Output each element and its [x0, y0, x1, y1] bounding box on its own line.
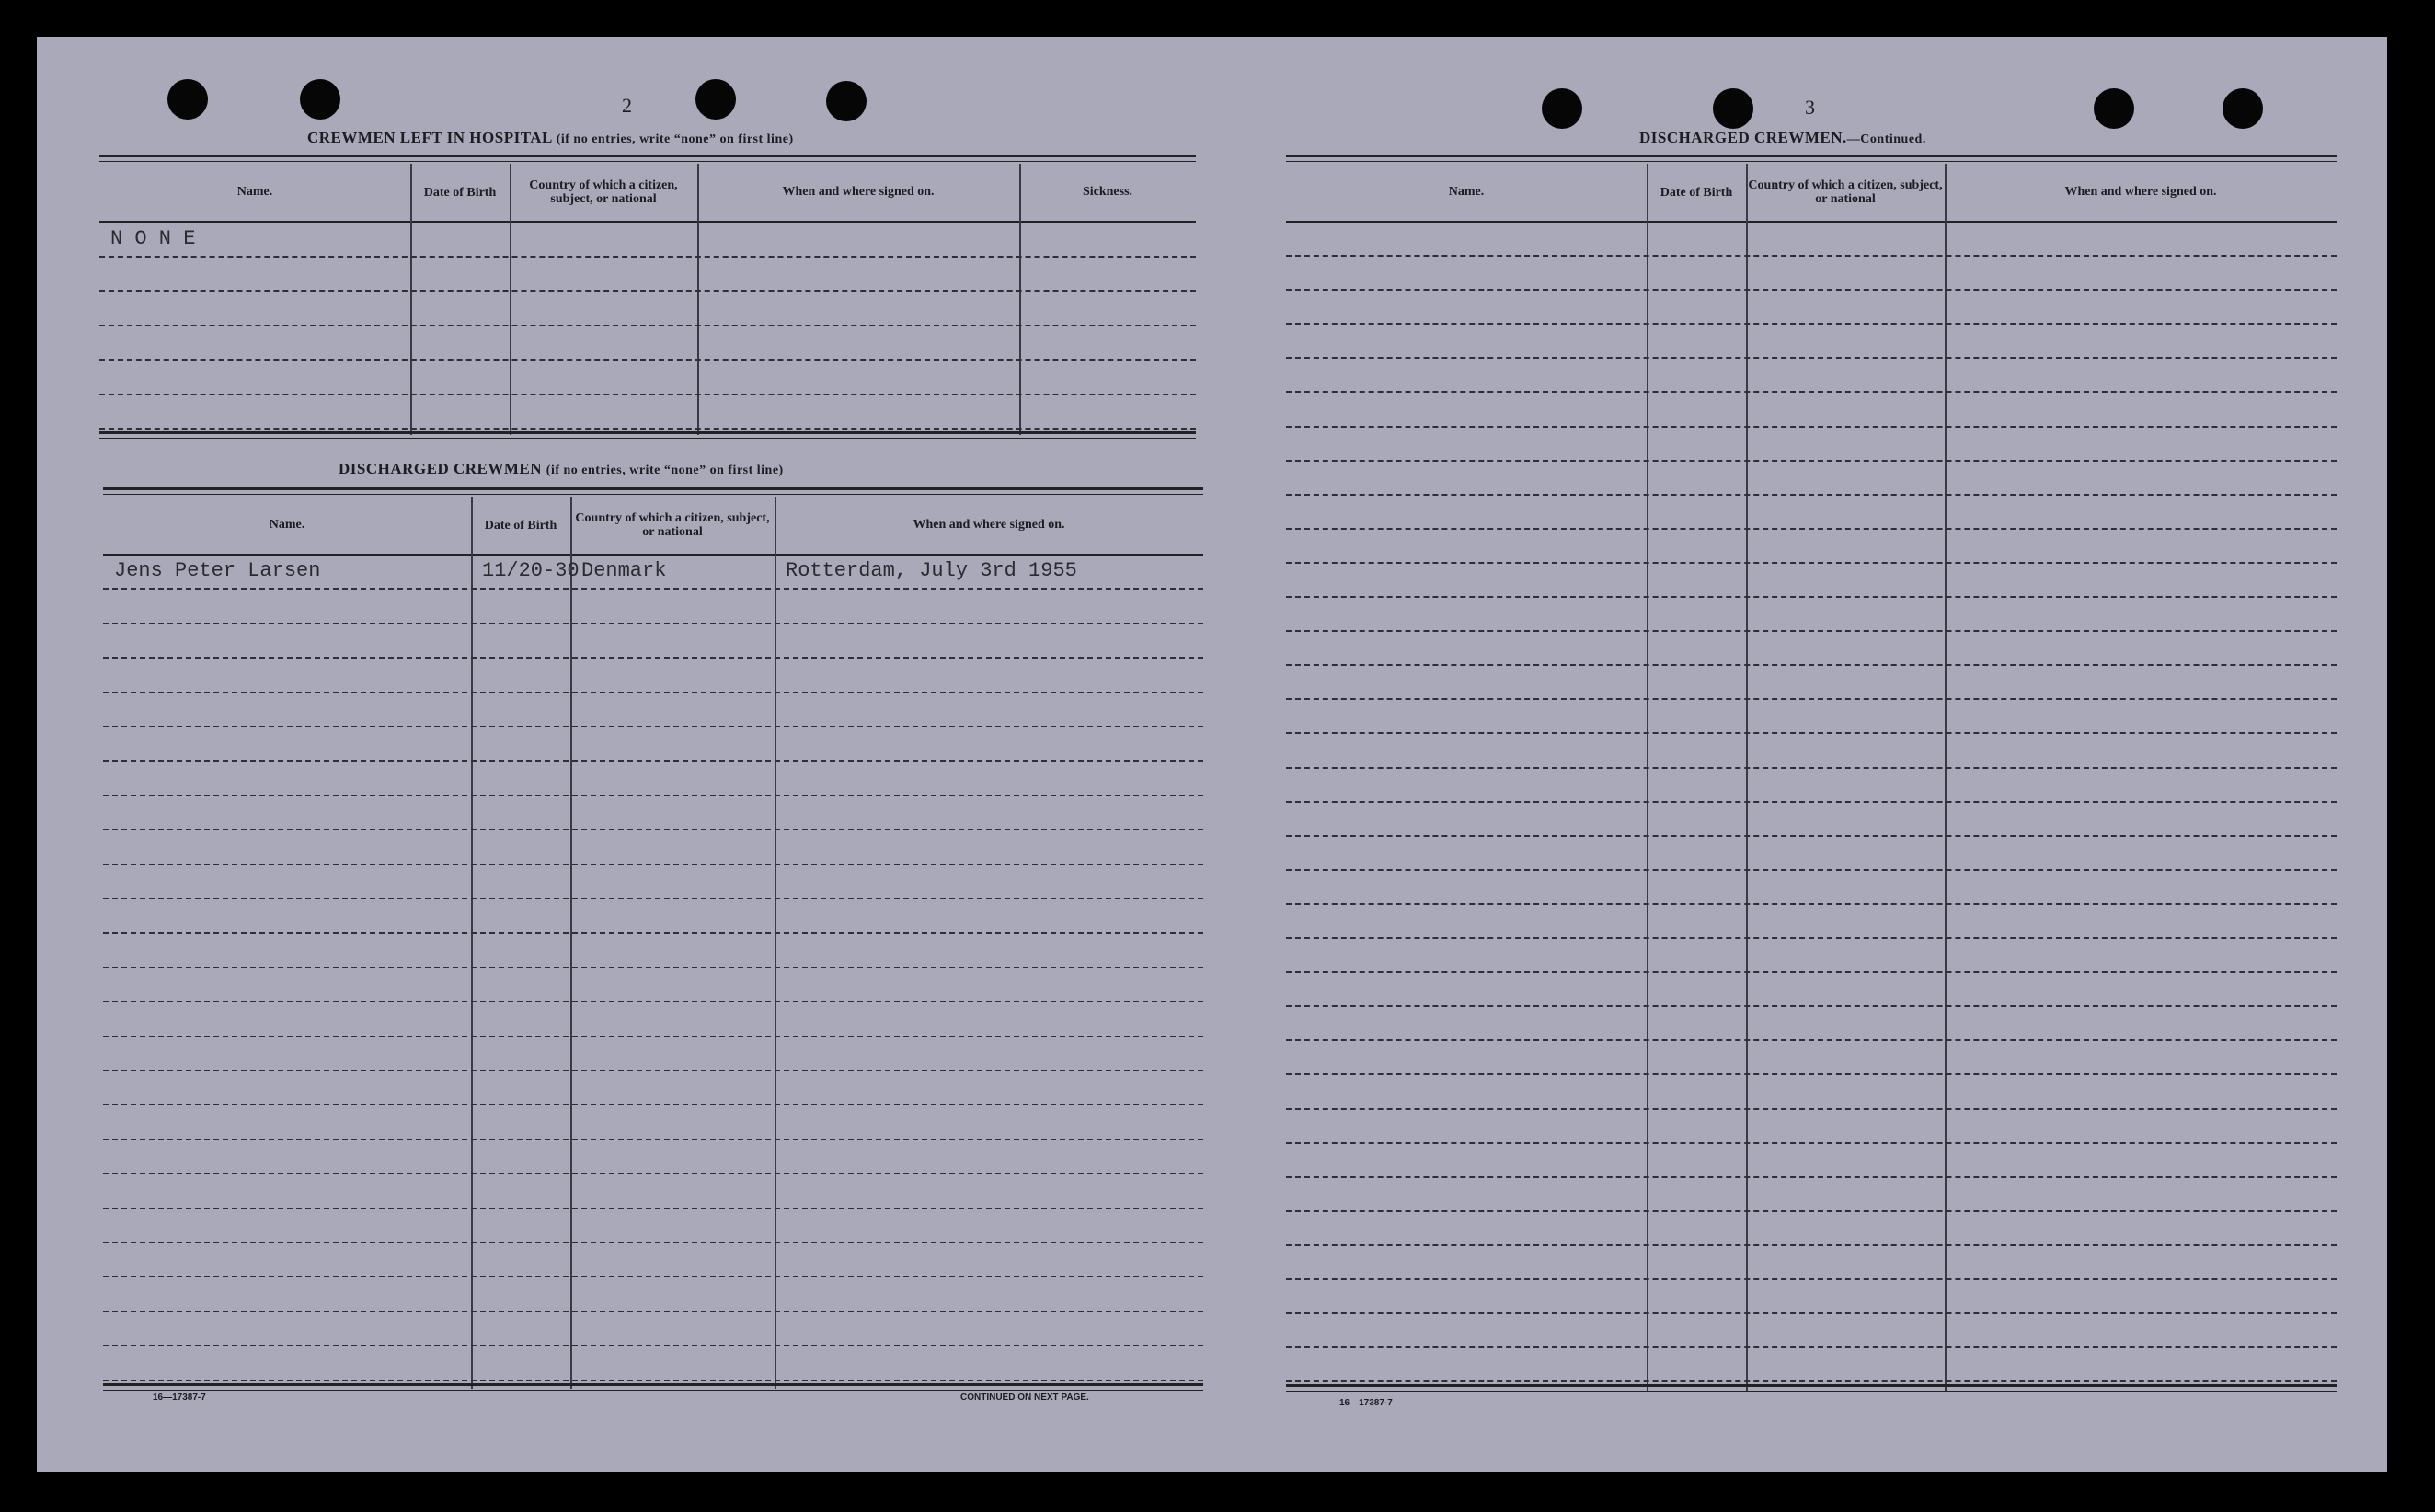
table-row: [103, 659, 1203, 693]
table-row: [1286, 769, 2337, 803]
cell-dob: 11/20-30: [482, 559, 580, 583]
hospital-title-note: (if no entries, write “none” on first line): [556, 132, 794, 146]
table-row: [1286, 1246, 2337, 1280]
discharged-rows: [103, 556, 1203, 1381]
table-row: [1286, 257, 2337, 291]
discharged-title: DISCHARGED CREWMEN: [339, 460, 543, 477]
punch-hole: [167, 79, 208, 120]
table-row: [99, 361, 1196, 395]
table-row: [1286, 1076, 2337, 1110]
table-row: [99, 326, 1196, 361]
table-row: [1286, 837, 2337, 871]
table-row: [103, 590, 1203, 624]
continued-note: CONTINUED ON NEXT PAGE.: [960, 1392, 1089, 1403]
form-number: 16—17387-7: [1339, 1398, 1393, 1408]
table-row: [1286, 939, 2337, 973]
column-header-name: Name.: [236, 185, 273, 199]
hospital-rows: [99, 223, 1196, 431]
hospital-table-header: [99, 164, 1196, 223]
table-row: [103, 830, 1203, 865]
table-row: [99, 292, 1196, 326]
table-row: [103, 624, 1203, 659]
discharged-section-title: [339, 460, 784, 478]
table-row: [1286, 700, 2337, 734]
table-row: [1286, 1280, 2337, 1314]
table-row: [103, 556, 1203, 590]
column-header-country: Country of which a citizen, subject, or national: [575, 511, 770, 539]
table-row: [1286, 871, 2337, 905]
table-row: [103, 899, 1203, 934]
table-row: [1286, 905, 2337, 939]
table-row: [1286, 359, 2337, 393]
table-row: [1286, 462, 2337, 496]
table-row: [103, 968, 1203, 1002]
punch-hole: [1542, 88, 1582, 129]
table-row: [1286, 325, 2337, 359]
table-row: [103, 762, 1203, 796]
discharged-table-header: [103, 497, 1203, 556]
punch-hole: [826, 81, 867, 121]
table-row: [1286, 291, 2337, 325]
punch-hole: [300, 79, 340, 120]
column-header-signed-on: When and where signed on.: [2064, 185, 2217, 199]
table-row: [103, 1174, 1203, 1208]
hospital-section-title: [307, 129, 794, 147]
table-row: [103, 1071, 1203, 1105]
table-row: [1286, 803, 2337, 837]
page-number: 3: [1805, 96, 1815, 119]
column-header-dob: Date of Birth: [484, 518, 557, 533]
table-row: [1286, 973, 2337, 1007]
table-row: [103, 1140, 1203, 1174]
column-header-name: Name.: [1448, 185, 1485, 199]
punch-hole: [2223, 88, 2263, 129]
column-header-signed-on: When and where signed on.: [913, 518, 1065, 532]
table-row: [1286, 1314, 2337, 1348]
column-header-country: Country of which a citizen, subject, or national: [1748, 178, 1943, 206]
table-row: [1286, 496, 2337, 530]
hospital-table: [99, 155, 1196, 435]
table-row: [103, 934, 1203, 968]
table-row: [103, 1209, 1203, 1243]
right-title: DISCHARGED CREWMEN.: [1639, 129, 1847, 146]
table-row: [1286, 530, 2337, 564]
punch-hole: [695, 79, 736, 120]
hospital-title: CREWMEN LEFT IN HOSPITAL: [307, 129, 552, 146]
discharged-table: [103, 487, 1203, 1389]
table-row: [1286, 223, 2337, 257]
right-rows: [1286, 223, 2337, 1383]
table-row: [1286, 1041, 2337, 1075]
table-row: [1286, 598, 2337, 632]
column-header-dob: Date of Birth: [1660, 185, 1733, 200]
table-row: [103, 1002, 1203, 1037]
table-row: [1286, 564, 2337, 598]
discharged-title-note: (if no entries, write “none” on first line): [546, 464, 784, 477]
table-row: [1286, 1110, 2337, 1144]
table-row: [103, 693, 1203, 727]
discharged-continued-table: [1286, 155, 2337, 1392]
table-row: [103, 727, 1203, 762]
table-row: [1286, 1144, 2337, 1178]
table-row: [103, 1277, 1203, 1312]
table-row: [99, 223, 1196, 258]
punch-hole: [2094, 88, 2134, 129]
cell-name: N O N E: [110, 226, 196, 250]
column-header-sickness: Sickness.: [1082, 185, 1133, 199]
table-row: [103, 865, 1203, 899]
table-row: [103, 1346, 1203, 1380]
table-row: [99, 258, 1196, 292]
table-row: [1286, 735, 2337, 769]
table-row: [103, 796, 1203, 830]
table-row: [1286, 1007, 2337, 1041]
table-row: [1286, 1212, 2337, 1246]
table-row: [103, 1037, 1203, 1071]
document-paper: [37, 37, 2387, 1472]
table-row: [99, 395, 1196, 430]
page-number: 2: [622, 94, 632, 117]
table-row: [103, 1243, 1203, 1277]
table-row: [103, 1312, 1203, 1346]
cell-name: Jens Peter Larsen: [114, 559, 321, 583]
column-header-signed-on: When and where signed on.: [782, 185, 935, 199]
table-row: [1286, 632, 2337, 666]
column-header-country: Country of which a citizen, subject, or national: [529, 178, 678, 206]
cell-country: Denmark: [581, 559, 667, 583]
table-row: [1286, 1348, 2337, 1382]
table-row: [1286, 394, 2337, 428]
column-header-dob: Date of Birth: [423, 185, 497, 200]
right-table-header: [1286, 164, 2337, 223]
right-section-title: [1639, 129, 1926, 147]
table-row: [1286, 428, 2337, 462]
column-header-name: Name.: [269, 518, 305, 532]
punch-hole: [1713, 88, 1753, 129]
table-row: [1286, 666, 2337, 700]
right-title-suffix: —Continued.: [1846, 132, 1926, 146]
table-row: [103, 1105, 1203, 1140]
table-row: [1286, 1178, 2337, 1212]
form-number: 16—17387-7: [153, 1392, 206, 1403]
cell-signed-on: Rotterdam, July 3rd 1955: [786, 559, 1077, 583]
